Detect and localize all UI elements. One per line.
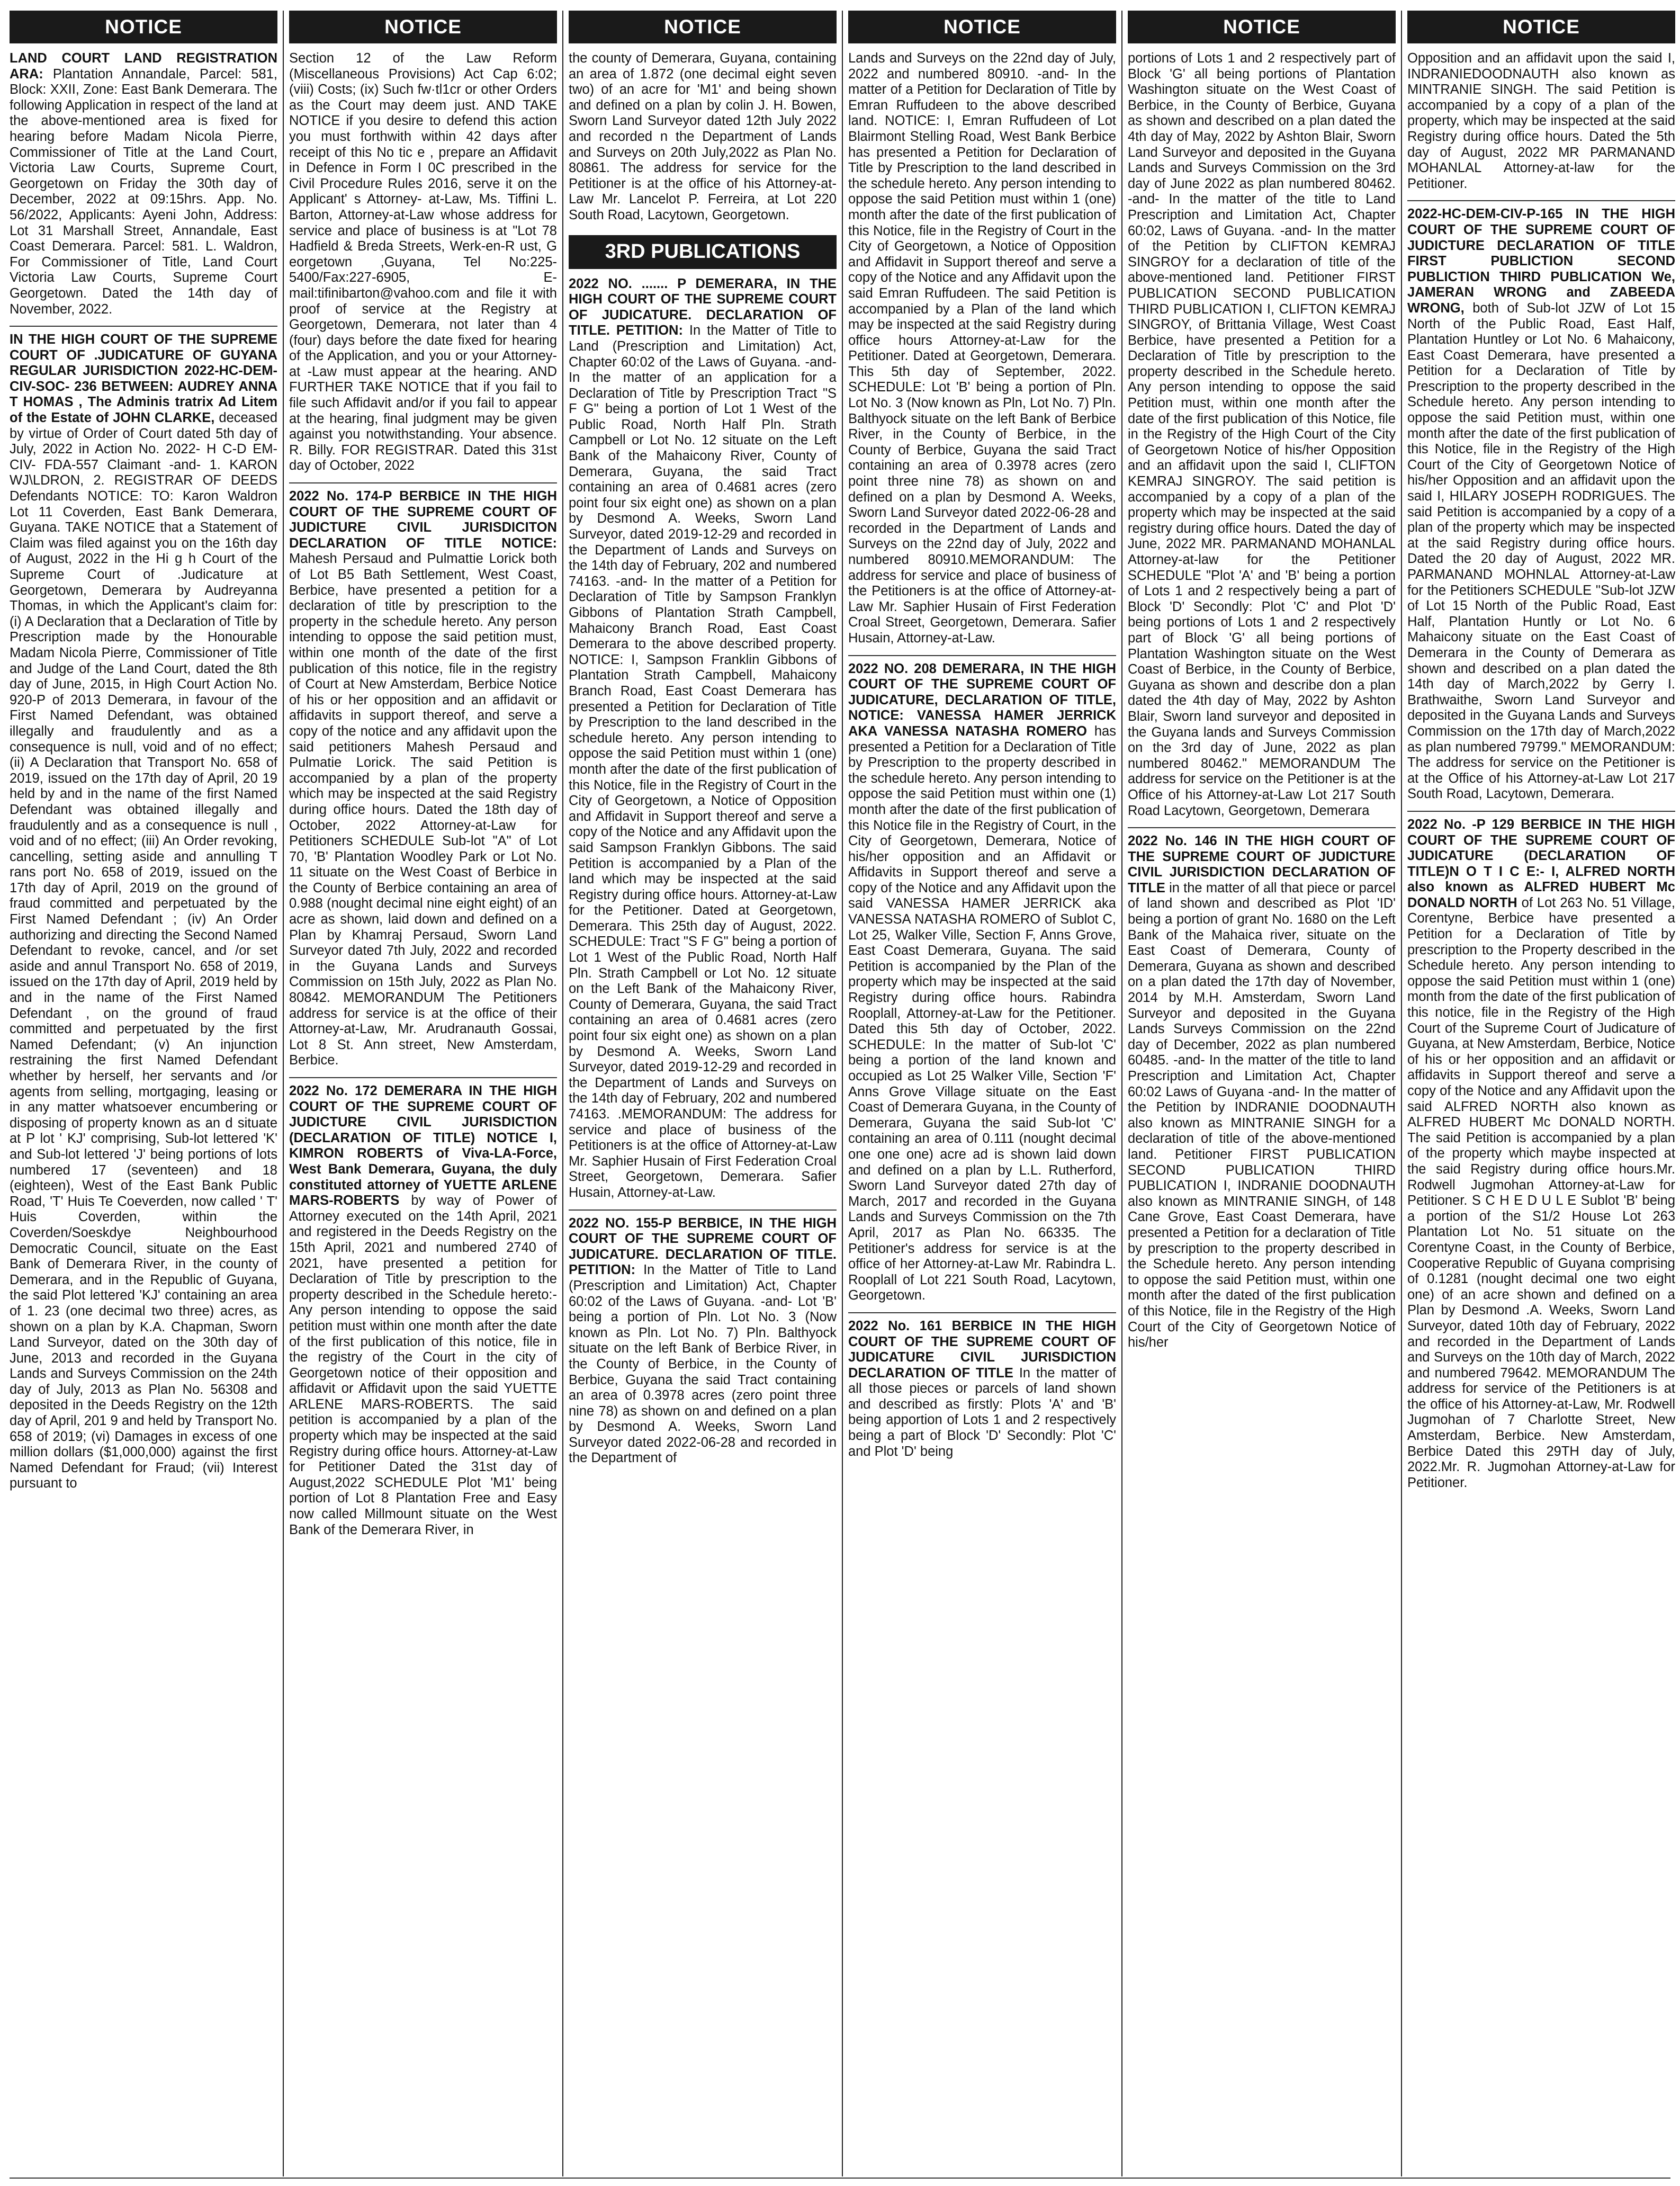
notice-body: Lands and Surveys on the 22nd day of July, 2022 and numbered 80910. -and- In the matter of a Petition for Declaration of Title by Emran Ruffudeen to the above described land. NOTICE: I, Emran Ruffudeen of Lot Blairmont Stelling Road, West Bank Berbice has presented a Petition for Declaration of Title by Prescription to the land described in the schedule hereto. Any person intending to oppose the said Petition must within 1 (one) month after the date of the first publication of this Notice, file in the Registry of Court in the City of Georgetown, a Notice of Opposition and Affidavit in Support thereof and serve a copy of the Notice and any Affidavit upon the said Emran Ruffudeen. The said Petition is accompanied by a Plan of the land which may be inspected at the said Registry during office hours Attorney-at-Law for the Petitioner. Dated at Georgetown, Demerara. This 5th day of September, 2022. SCHEDULE: Lot 'B' being a portion of Pln. Lot No. 3 (Now known as Pln, Lot No. 7) Pln. Balthyock situate on the left Bank of Berbice River, in the County of Berbice, in the County of Berbice, Guyana the said Tract containing an area of 0.3978 acres (zero point three nine 78) as shown on and defined on a plan by Desmond A. Weeks, Sworn Land Surveyor dated 2022-06-28 and recorded in the Department of Lands and Surveys on the 22nd day of July, 2022 and numbered 80910.MEMORANDUM: The address for service and place of business of the Petitioners is at the office of Attorney-at-Law Mr. Saphier Husain of First Federation Croal Street, Georgetown, Demerara. Safier Husain, Attorney-at-Law. (848, 51, 1116, 646)
notice-header: NOTICE (1407, 11, 1675, 43)
section-header: 3RD PUBLICATIONS (569, 235, 837, 269)
notice-body: both of Sub-lot JZW of Lot 15 North of the Public Road, East Half, Plantation Huntley or Lot No. 6 Mahaicony, East Coast Demerara, have presented a Petition for a Declaration of Title by Prescription to the property described in the Schedule hereto. Any person intending to oppose the said Petition must, within one month after the date of the first publication of this Notice, file in the Registry of the High Court of the City of Georgetown Notice of his/her Opposition and an affidavit upon the said I, HILARY JOSEPH RODRIGUES. The said Petition is accompanied by a copy of a plan of the property which may be inspected at the said Registry during office hours. Dated the 20 day of August, 2022 MR. PARMANAND MOHNLAL Attorney-at-Law for the Petitioners SCHEDULE "Sub-lot JZW of Lot 15 North of the Public Road, East Half, Plantation Huntly or Lot No. 6 Mahaicony situate on the East Coast of Demerara in the County of Demerara as shown and described on a plan dated the 14th day of March,2022 by Gerry I. Brathwaithe, Sworn Land Surveyor and deposited in the Guyana Lands and Surveys Commission on the 17th day of March,2022 as plan numbered 79799." MEMORANDUM: The address for service on the Petitioner is at the Office of his Attorney-at-Law Lot 217 South Road, Lacytown, Demerara. (1407, 300, 1675, 802)
notice-body: the county of Demerara, Guyana, containing an area of 1.872 (one decimal eight seven two) of an acre for 'M1' and being shown and defined on a plan by colin J. H. Bowen, Sworn Land Surveyor dated 12th July 2022 and recorded n the Department of Lands and Surveys on 20th July,2022 as Plan No. 80861. The address for service for the Petitioner is at the office of his Attorney-at-Law Mr. Lancelot P. Ferreira, at Lot 220 South Road, Lacytown, Georgetown. (569, 51, 837, 222)
notice-heading: 2022 No. 174-P BERBICE IN THE HIGH COURT OF THE SUPREME COURT OF JUDICTURE CIVIL JURISDICITON DECLARATION OF TITLE NOTICE: (289, 489, 557, 551)
notice-body: portions of Lots 1 and 2 respectively part of Block 'G' all being portions of Plantation Washington situate on the West Coast of Berbice, in the County of Berbice, Guyana as shown and described on a plan dated the 4th day of May, 2022 by Ashton Blair, Sworn Land Surveyor and deposited in the Guyana Lands and Surveys Commission on the 3rd day of June 2022 as plan numbered 80462. -and- In the matter of the title to Land Prescription and Limitation Act, Chapter 60:02, Laws of Guyana. -and- In the matter of the Petition by CLIFTON KEMRAJ SINGROY for a declaration of title of the above-mentioned land. Petitioner FIRST PUBLICATION SECOND PUBLICATION THIRD PUBLICATION I, CLIFTON KEMRAJ SINGROY, of Brittania Village, West Coast Berbice, have presented a Petition for a Declaration of Title by prescription to the property described in the Schedule hereto. Any person intending to oppose the said Petition must, within one month after the date of the first publication of this Notice, file in the Registry of the High Court of the City of Georgetown Notice of his/her Opposition and an affidavit upon the said I, CLIFTON KEMRAJ SINGROY. The said petition is accompanied by a copy of a plan of the property which may be inspected at the said registry during office hours. Dated the day of June, 2022 MR. PARMANAND MOHANLAL Attorney-at-law for the Petitioner SCHEDULE "Plot 'A' and 'B' being a portion of Lots 1 and 2 respectively being a part of Block 'D' Secondly: Plot 'C' and Plot 'D' being portions of Lots 1 and 2 respectively part of Block 'G' all being portions of Plantation Washington situate on the West Coast of Berbice, in the County of Berbice, Guyana as shown and describe don a plan dated the 4th day of May, 2022 by Ashton Blair, Sworn land surveyor and deposited in the Guyana lands and Surveys Commission on the 3rd day of June, 2022 as plan numbered 80462." MEMORANDUM The address for service on the Petitioner is at the Office of his Attorney-at-Law Lot 217 South Road Lacytown, Georgetown, Demerara (1128, 51, 1396, 818)
notice-block (569, 51, 837, 223)
notice-block (289, 1083, 557, 1538)
notice-header: NOTICE (569, 11, 837, 43)
column-6 (1407, 11, 1675, 2176)
notice-header: NOTICE (1128, 11, 1396, 43)
notice-heading: 2022 No. 172 DEMERARA IN THE HIGH COURT OF THE SUPREME COURT OF JUDICTURE CIVIL JURISDICTION (DECLARATION OF TITLE) NOTICE I, KIMRON ROBERTS of Viva-LA-Force, West Bank Demerara, Guyana, the duly constituted attorney of YUETTE ARLENE MARS-ROBERTS (289, 1083, 557, 1208)
notice-body: Mahesh Persaud and Pulmattie Lorick both of Lot B5 Bath Settlement, West Coast, Berbice, have presented a petition for a declaration of title by prescription to the property in the schedule hereto. Any person intending to oppose the said petition must, within one month of the date of the first publication of this notice, file in the registry of Court at New Amsterdam, Berbice Notice of his or her opposition and an affidavit or affidavits in support thereof, and serve a copy of the notice and any affidavit upon the said petitioners Mahesh Persaud and Pulmatie Lorick. The said Petition is accompanied by a plan of the property which may be inspected at the said Registry during office hours. Dated the 18th day of October, 2022 Attorney-at-Law for Petitioners SCHEDULE Sub-lot "A" of Lot 70, 'B' Plantation Woodley Park or Lot No. 11 situate on the West Coast of Berbice in the County of Berbice containing an area of 0.988 (nought decimal nine eight eight) of an acre as shown, laid down and defined on a Plan by Khamraj Persaud, Sworn Land Surveyor dated 7th July, 2022 and recorded in the Guyana Lands and Surveys Commission on 15th July, 2022 as Plan No. 80842. MEMORANDUM The Petitioners address for service is at the office of their Attorney-at-Law, Mr. Arudranauth Gossai, Lot 8 St. Ann street, New Amsterdam, Berbice. (289, 551, 557, 1068)
notice-block (1128, 51, 1396, 819)
notice-heading: 2022 NO. 155-P BERBICE, IN THE HIGH COURT OF THE SUPREME COURT OF JUDICATURE. DECLARATION OF TITLE. PETITION: (569, 1215, 837, 1278)
notice-heading: 2022 NO. 208 DEMERARA, IN THE HIGH COURT OF THE SUPREME COURT OF JUDICATURE, DECLARATION OF TITLE, NOTICE: VANESSA HAMER JERRICK AKA VANESSA NATASHA ROMERO (848, 661, 1116, 739)
column-2 (289, 11, 557, 2176)
column-1 (10, 11, 277, 2176)
notice-body: has presented a Petition for a Declaration of Title by Prescription to the property described in the schedule hereto. Any person intending to oppose the said Petition must within one (1) month after the date of the first publication of this Notice file in the Registry of Court, in the City of Georgetown, Demerara, Notice of his/her opposition and an Affidavit or Affidavits in Support thereof and serve a copy of the Notice and any Affidavit upon the said VANESSA HAMER JERRICK aka VANESSA NATASHA ROMERO of Sublot C, Lot 25, Walker Ville, Section F, Anns Grove, East Coast Demerara, Guyana. The said Petition is accompanied by the Plan of the property which may be inspected at the said Registry during office hours. Rabindra Rooplall, Attorney-at-Law for the Petitioner. Dated this 5th day of October, 2022. SCHEDULE: In the matter of Sub-lot 'C' being a portion of the land known and occupied as Lot 25 Walker Ville, Section 'F' Anns Grove Village situate on the East Coast of Demerara Guyana, in the County of Demerara, Guyana the said Sub-lot 'C' containing an area of 0.111 (nought decimal one one one) acre ad is shown laid down and defined on a plan by L.L. Rutherford, Sworn Land Surveyor dated 27th day of March, 2017 and recorded in the Guyana Lands and Surveys Commission on the 7th April, 2017 as Plan No. 66335. The Petitioner's address for service is at the office of her Attorney-at-Law Mr. Rabindra L. Rooplall of Lot 221 South Road, Lacytown, Georgetown. (848, 723, 1116, 1303)
notice-body: In the matter of all those pieces or parcels of land shown and described as firstly: Plots 'A' and 'B' being apportion of Lots 1 and 2 respectively being a part of Block 'D' Secondly: Plot 'C' and Plot 'D' being (848, 1365, 1116, 1459)
notice-heading: 2022-HC-DEM-CIV-P-165 IN THE HIGH COURT OF THE SUPREME COURT OF JUDICTURE DECLARATION OF TITLE FIRST PUBLICTION SECOND PUBLICTION THIRD PUBLICATION We, JAMERAN WRONG and ZABEEDA WRONG, (1407, 207, 1675, 316)
notice-heading: 2022 No. 161 BERBICE IN THE HIGH COURT OF THE SUPREME COURT OF JUDICATURE CIVIL JURISDICTION DECLARATION OF TITLE (848, 1318, 1116, 1381)
notice-block (1128, 834, 1396, 1351)
notice-block (569, 276, 837, 1201)
notice-body: in the matter of all that piece or parcel of land shown and described as Plot 'ID' being a portion of grant No. 1680 on the Left Bank of the Mahaica river, situate on the East Coast of Demerara, County of Demerara, Guyana as shown and described on a plan dated the 17th day of November, 2014 by M.H. Amsterdam, Sworn Land Surveyor and deposited in the Guyana Lands Surveys Commission on the 22nd day of December, 2022 as plan numbered 60485. -and- In the matter of the title to land Prescription and Limitation Act, Chapter 60:02 Laws of Guyana -and- In the matter of the Petition by INDRANIE DOODNAUTH also known as MINTRANIE SINGH for a declaration of title of the above-mentioned land. Petitioner FIRST PUBLICATION SECOND PUBLICATION THIRD PUBLICATION I, INDRANIE DOODNAUTH also known as MINTRANIE SINGH, of 148 Cane Grove, East Coast Demerara, have presented a Petition for a declaration of Title by prescription to the property described in the Schedule hereto. Any person intending to oppose the said Petition must, within one month after the dated of the first publication of this Notice, file in the Registry of the High Court of the City of Georgetown Notice of his/her (1128, 880, 1396, 1350)
notice-block (569, 1216, 837, 1467)
notice-divider (848, 1312, 1116, 1313)
notice-header: NOTICE (289, 11, 557, 43)
notice-divider (569, 1210, 837, 1211)
notice-divider (1407, 811, 1675, 812)
notice-block (289, 489, 557, 1069)
notice-divider (289, 482, 557, 483)
notice-heading: IN THE HIGH COURT OF THE SUPREME COURT OF .JUDICATURE OF GUYANA REGULAR JURISDICTION 2022-HC-DEM-CIV-SOC- 236 BETWEEN: AUDREY ANNA T HOMAS , The Adminis tratrix Ad Litem of the Estate of JOHN CLARKE, (10, 332, 277, 426)
column-4 (848, 11, 1116, 2176)
notice-block (848, 1319, 1116, 1459)
notice-block (1407, 51, 1675, 192)
notice-body: deceased by virtue of Order of Court dated 5th day of July, 2022 in Action No. 2022- H C-D EM-CIV- FDA-557 Claimant -and- 1. KARON WJ\LDRON, 2. REGISTRAR OF DEEDS Defendants NOTICE: TO: Karon Waldron Lot 11 Coverden, East Bank Demerara, Guyana. TAKE NOTICE that a Statement of Claim was filed against you on the 16th day of August, 2022 in the Hi g h Court of the Supreme Court of .Judicature at Georgetown, Demerara by Audreyanna Thomas, in which the Applicant's claim for: (i) A Declaration that a Declaration of Title by Prescription made by the Honourable Madam Nicola Pierre, Commissioner of Title and Judge of the Land Court, dated the 8th day of June, 2015, in High Court Action No. 920-P of 2013 Demerara, in favour of the First Named Defendant, was obtained illegally and fraudulently and as a consequence is null, void and of no effect; (ii) A Declaration that Transport No. 658 of 2019, issued on the 17th day of April, 20 19 held by and in the name of the first Named Defendant was obtained illegally and fraudulently and as a consequence is null , void and of no effect; (iii) An Order revoking, cancelling, setting aside and annulling T rans port No. 658 of 2019, issued on the 17th day of April, 2019 on the ground of fraud committed and perpetuated by the First Named Defendant ; (iv) An Order authorizing and directing the Second Named Defendant to revoke, cancel, and /or set aside and annul Transport No. 658 of 2019, issued on the 17th day of April, 2019 held by and in the name of the First Named Defendant , on the ground of fraud committed and perpetuated by the first Named Defendant; (v) An injunction restraining the first Named Defendant whether by herself, her servants and /or agents from selling, mortgaging, leasing or in any matter whatsoever encumbering or disposing of property known as an d situate at P lot ' KJ' comprising, Sub-lot lettered 'K' and Sub-lot lettered 'J' being portions of lots numbered 17 (seventeen) and 18 (eighteen), West of the East Bank Public Road, 'T' Huis Te Coeverden, now called ' T' Huis Coverden, within the Coverden/Soeskdye Neighbourhood Democratic Council, situate on the East Bank of Demerara River, in the county of Demerara, and in the Republic of Guyana, the said Plot lettered 'KJ' containing an area of 1. 23 (one decimal two three) acres, as shown on a plan by K.A. Chapman, Sworn Land Surveyor, dated on the 30th day of June, 2013 and recorded in the Guyana Lands and Surveys Commission on the 24th day of July, 2013 as Plan No. 56308 and deposited in the Deeds Registry on the 12th day of April, 201 9 and held by Transport No. 658 of 2019; (vi) Damages in excess of one million dollars ($1,000,000) against the first Named Defendant for Fraud; (vii) Interest pursuant to (10, 410, 277, 1491)
column-rule (1121, 11, 1122, 2176)
notice-body: Opposition and an affidavit upon the said I, INDRANIEDOODNAUTH also known as MINTRANIE SINGH. The said Petition is accompanied by a copy of a plan of the property, which may be inspected at the said Registry during office hours. Dated the 5th day of August, 2022 MR PARMANAND MOHANLAL Attorney-at-law for the Petitioner. (1407, 51, 1675, 191)
notice-divider (1128, 827, 1396, 828)
notice-block (1407, 817, 1675, 1491)
notice-heading: 2022 NO. ....... P DEMERARA, IN THE HIGH COURT OF THE SUPREME COURT OF JUDICATURE. DECLARATION OF TITLE. PETITION: (569, 276, 837, 338)
notice-body: Section 12 of the Law Reform (Miscellaneous Provisions) Act Cap 6:02; (viii) Costs; (ix) Such fw·tl1cr or other Orders as the Court may deem just. AND TAKE NOTICE if you desire to defend this action you must forthwith within 42 days after receipt of this No tic e , prepare an Affidavit in Defence in Form I 0C prescribed in the Civil Procedure Rules 2016, serve it on the Applicant' s Attorney- at-Law, Ms. Tiffini L. Barton, Attorney-at-Law whose address for service and place of business is at "Lot 78 Hadfield & Breda Streets, Werk-en-R ust, G eorgetown ,Guyana, Tel No:225-5400/Fax:227-6905, E-mail:tifinibarton@vahoo.com and file it with proof of service at the Registry at Georgetown, Demerara, not later than 4 (four) days before the date fixed for hearing of the Application, and you or your Attorney-at -Law must appear at the hearing. AND FURTHER TAKE NOTICE that if you fail to file such Affidavit and/or if you fail to appear at the hearing, final judgment may be given against you notwithstanding. Your absence. R. Billy. FOR REGISTRAR. Dated this 31st day of October, 2022 (289, 51, 557, 473)
notice-body: of Lot 263 No. 51 Village, Corentyne, Berbice have presented a Petition for a Declaration of Title by prescription to the Property described in the Schedule hereto. Any person intending to oppose the said Petition must within 1 (one) month from the date of the first publication of this notice, file in the Registry of the High Court of the Supreme Court of Judicature of Guyana, at New Amsterdam, Berbice, Notice of his or her opposition and an affidavit or affidavits in Support thereof and serve a copy of the Notice and any Affidavit upon the said ALFRED NORTH also known as ALFRED HUBERT Mc DONALD NORTH. The said Petition is accompanied by a plan of the property which maybe inspected at the said Registry during office hours.Mr. Rodwell Jugmohan Attorney-at-Law for Petitioner. S C H E D U L E Sublot 'B' being a portion of the S1/2 House Lot 263 Plantation Lot No. 51 situate on the Corentyne Coast, in the County of Berbice, Cooperative Republic of Guyana comprising of 0.1281 (nought decimal one two eight one) of an acre shown and defined on a Plan by Desmond .A. Weeks, Sworn Land Surveyor, dated 10th day of February, 2022 and recorded in the Department of Lands and Surveys on the 10th day of March, 2022 and numbered 79642. MEMORANDUM The address for service of the Petitioners is at the office of his Attorney-at-Law, Mr. Rodwell Jugmohan of 7 Charlotte Street, New Amsterdam, Berbice. New Amsterdam, Berbice Dated this 29TH day of July, 2022.Mr. R. Jugmohan Attorney-at-Law for Petitioner. (1407, 895, 1675, 1490)
notice-header: NOTICE (10, 11, 277, 43)
notice-heading: LAND COURT LAND REGISTRATION ARA: (10, 51, 277, 82)
column-rule (1401, 11, 1402, 2176)
notice-body: Plantation Annandale, Parcel: 581, Block: XXII, Zone: East Bank Demerara. The following Application in respect of the land at the above-mentioned area is fixed for hearing before Madam Nicola Pierre, Commissioner of Title at the Land Court, Victoria Law Courts, Supreme Court, Georgetown on Friday the 30th day of December, 2022 at 09:15hrs. App. No. 56/2022, Applicants: Ayeni John, Address: Lot 31 Marshall Street, Annandale, East Coast Demerara. Parcel: 581. L. Waldron, For Commissioner of Title, Land Court Victoria Law Courts, Supreme Court Georgetown. Dated the 14th day of November, 2022. (10, 66, 277, 317)
notice-divider (1407, 200, 1675, 201)
notice-body: by way of Power of Attorney executed on the 14th April, 2021 and registered in the Deeds Registry on the 15th April, 2021 and numbered 2740 of 2021, have presented a petition for Declaration of Title by prescription to the property described in the Schedule hereto:- Any person intending to oppose the said petition must within one month after the date of the first publication of this notice, file in the registry of the Court in the city of Georgetown notice of their opposition and affidavit or Affidavit upon the said YUETTE ARLENE MARS-ROBERTS. The said petition is accompanied by a plan of the property which may be inspected at the said Registry during office hours. Attorney-at-Law for Petitioner Dated the 31st day of August,2022 SCHEDULE Plot 'M1' being portion of Lot 8 Plantation Free and Easy now called Millmount situate on the West Bank of the Demerara River, in (289, 1193, 557, 1537)
notice-heading: 2022 No. -P 129 BERBICE IN THE HIGH COURT OF THE SUPREME COURT OF JUDICATURE (DECLARATION OF TITLE)N O T I C E:- I, ALFRED NORTH also known as ALFRED HUBERT Mc DONALD NORTH (1407, 817, 1675, 910)
notice-body: In the Matter of Title to Land (Prescription and Limitation) Act, Chapter 60:02 of the Laws of Guyana. -and- Lot 'B' being a portion of Pln. Lot No. 3 (Now known as Pln. Lot No. 7) Pln. Balthyock situate on the left Bank of Berbice River, in the County of Berbice, in the County of Berbice, Guyana the said Tract containing an area of 0.3978 acres (zero point three nine 78) as shown on and defined on a plan by Desmond A. Weeks, Sworn Land Surveyor dated 2022-06-28 and recorded in the Department of (569, 1262, 837, 1466)
notice-block (10, 332, 277, 1492)
column-5 (1128, 11, 1396, 2176)
notice-body: In the Matter of Title to Land (Prescription and Limitation) Act, Chapter 60:02 of the Laws of Guyana. -and- In the matter of an application for a Declaration of Title by Prescription Tract "S F G" being a portion of Lot 1 West of the Public Road, North Half Pln. Strath Campbell or Lot No. 12 situate on the Left Bank of the Mahaicony River, County of Demerara, Guyana, the said Tract containing an area of 0.4681 acres (zero point four six eight one) as shown on a plan by Desmond A. Weeks, Sworn Land Surveyor, dated 2019-12-29 and recorded in the Department of Lands and Surveys on the 14th day of February, 202 and numbered 74163. -and- In the matter of a Petition for Declaration of Title by Sampson Franklyn Gibbons of Plantation Strath Campbell, Mahaicony Branch Road, East Coast Demerara to the above described property. NOTICE: I, Sampson Franklin Gibbons of Plantation Strath Campbell, Mahaicony Branch Road, East Coast Demerara has presented a Petition for Declaration of Title by Prescription to the land described in the schedule hereto. Any person intending to oppose the said Petition must within 1 (one) month after the date of the first publication of this Notice, file in the Registry of Court in the City of Georgetown, a Notice of Opposition and Affidavit in Support thereof and serve a copy of the Notice and any Affidavit upon the said Sampson Franklyn Gibbons. The said Petition is accompanied by a Plan of the land which may be inspected at the said Registry during office hours. Attorney-at-Law for the Petitioner. Dated at Georgetown, Demerara. This 25th day of August, 2022. SCHEDULE: Tract "S F G" being a portion of Lot 1 West of the Public Road, North Half Pln. Strath Campbell or Lot No. 12 situate on the Left Bank of the Mahaicony River, County of Demerara, Guyana, the said Tract containing an area of 0.4681 acres (zero point four six eight one) as shown on a plan by Desmond A. Weeks, Sworn Land Surveyor, dated 2019-12-29 and recorded in the Department of Lands and Surveys on the 14th day of February, 202 and numbered 74163. .MEMORANDUM: The address for service and place of business of the Petitioners is at the office of Attorney-at-Law Mr. Saphier Husain of First Federation Croal Street, Georgetown, Demerara. Safier Husain, Attorney-at-Law. (569, 323, 837, 1200)
column-rule (283, 11, 284, 2176)
notice-divider (10, 326, 277, 327)
notice-block (1407, 207, 1675, 802)
notice-heading: 2022 No. 146 IN THE HIGH COURT OF THE SUPREME COURT OF JUDICTURE CIVIL JURISDICTION DECLARATION OF TITLE (1128, 834, 1396, 895)
notice-header: NOTICE (848, 11, 1116, 43)
column-3 (569, 11, 837, 2176)
bottom-rule (10, 2178, 1670, 2179)
column-rule (842, 11, 843, 2176)
column-rule (562, 11, 563, 2176)
notice-block (289, 51, 557, 474)
notice-block (848, 661, 1116, 1304)
notice-block (848, 51, 1116, 647)
notice-divider (289, 1077, 557, 1078)
notice-block (10, 51, 277, 317)
notice-divider (848, 655, 1116, 656)
